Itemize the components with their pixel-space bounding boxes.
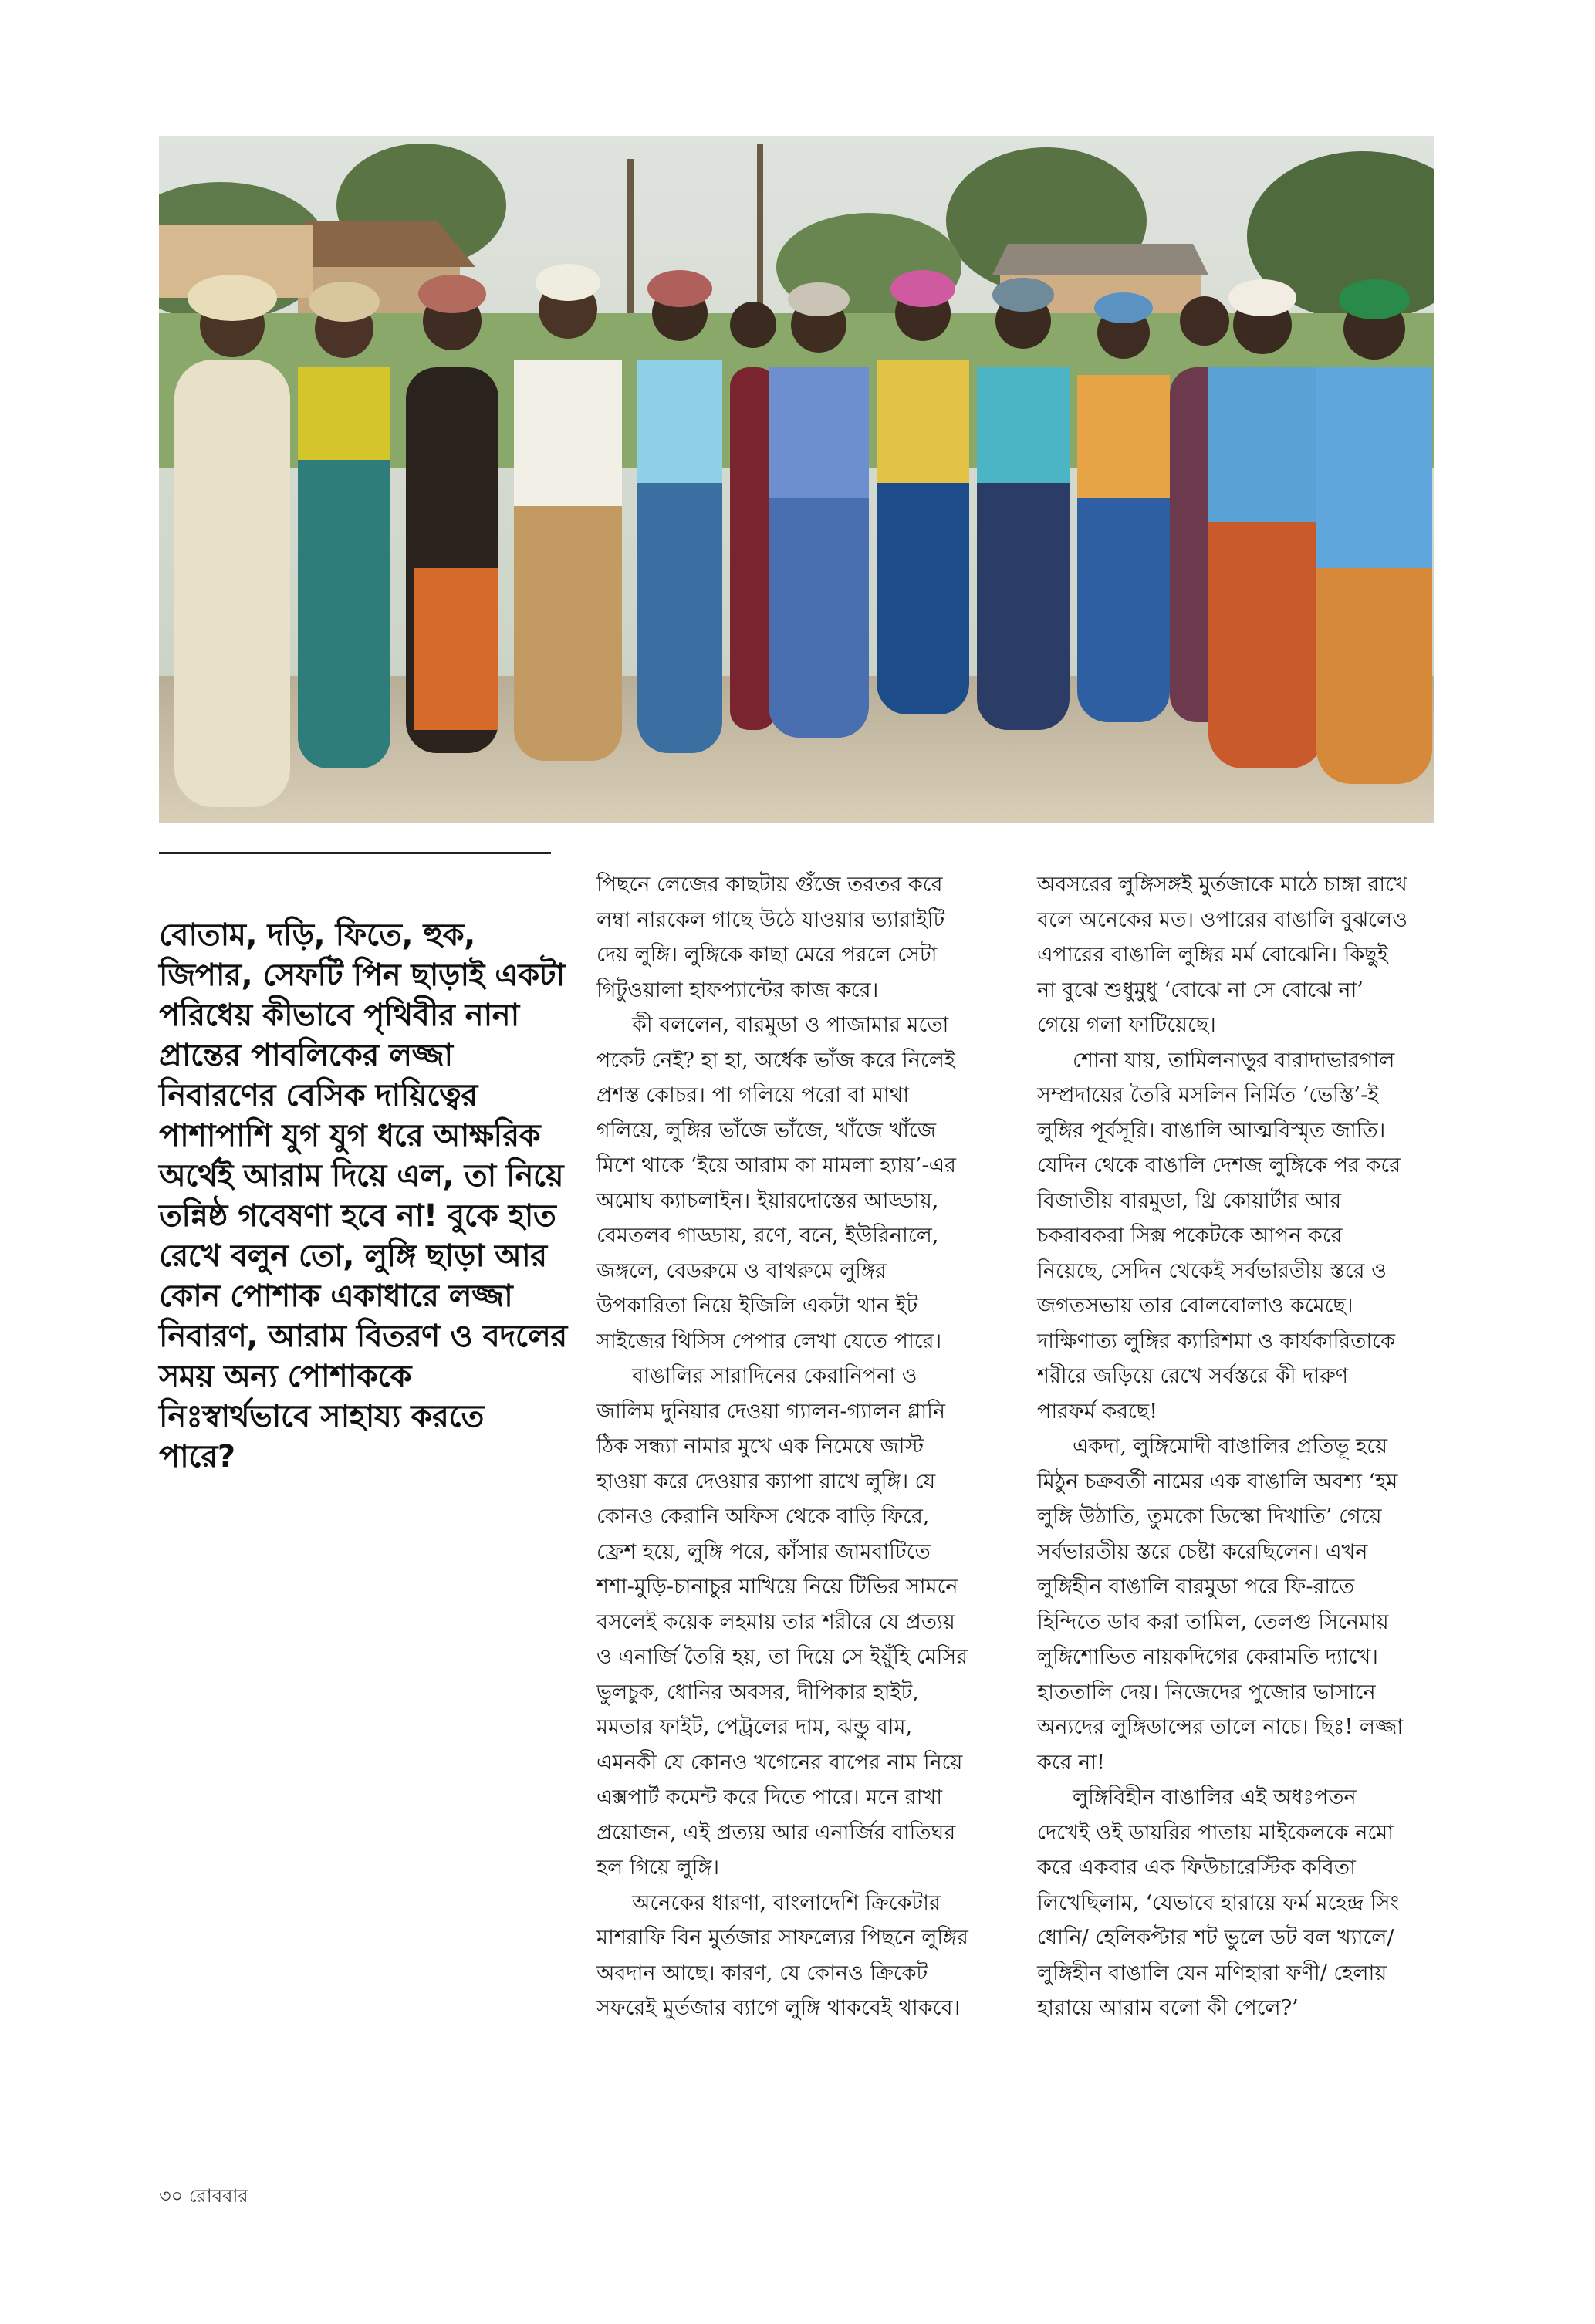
page-folio: ৩০ রোববার bbox=[159, 2185, 248, 2207]
paragraph: অনেকের ধারণা, বাংলাদেশি ক্রিকেটার মাশরাফি বিন মুর্তজার সাফল্যের পিছনে লুঙ্গির অবদান আছে। কারণ, যে কোনও ক্রিকেট সফরেই মুর্তজার ব্যাগে লুঙ্গি থাকবেই থাকবে। bbox=[596, 1890, 968, 2020]
paragraph: বাঙালির সারাদিনের কেরানিপনা ও জালিম দুনিয়ার দেওয়া গ্যালন-গ্যালন গ্লানি ঠিক সন্ধ্যা নামার মুখে এক নিমেষে জাস্ট হাওয়া করে দেওয়ার ক্যাপা রাখে লুঙ্গি। যে কোনও কেরানি অফিস থেকে বাড়ি ফিরে, ফ্রেশ হয়ে, লুঙ্গি পরে, কাঁসার জামবাটিতে শশা-মুড়ি-চানাচুর মাখিয়ে নিয়ে টিভির সামনে বসলেই কয়েক লহমায় তার শরীরে যে প্রত্যয় ও এনার্জি তৈরি হয়, তা দিয়ে সে ইয়ুঁহি মেসির ভুলচুক, ধোনির অবসর, দীপিকার হাইট, মমতার ফাইট, পেট্রলের দাম, ঝন্ডু বাম, এমনকী যে কোনও খগেনের বাপের নাম নিয়ে এক্সপার্ট কমেন্ট করে দিতে পারে। মনে রাখা প্রয়োজন, এই প্রত্যয় আর এনার্জির বাতিঘর হল গিয়ে লুঙ্গি। bbox=[596, 1364, 968, 1880]
paragraph: লুঙ্গিবিহীন বাঙালির এই অধঃপতন দেখেই ওই ডায়রির পাতায় মাইকেলকে নমো করে একবার এক ফিউচারেস্টিক কবিতা লিখেছিলাম, ‘যেভাবে হারায়ে ফর্ম মহেন্দ্র সিং ধোনি/ হেলিকপ্টার শট ভুলে ডট বল খ্যালে/ লুঙ্গিহীন বাঙালি যেন মণিহারা ফণী/ হেলায় হারায়ে আরাম বলো কী পেলে?’ bbox=[1037, 1785, 1400, 2020]
photo-illustration bbox=[159, 136, 1434, 823]
paragraph: কী বললেন, বারমুডা ও পাজামার মতো পকেট নেই? হা হা, অর্ধেক ভাঁজ করে নিলেই প্রশস্ত কোচর। পা গলিয়ে পরো বা মাথা গলিয়ে, লুঙ্গির ভাঁজে ভাঁজে, খাঁজে খাঁজে মিশে থাকে ‘ইয়ে আরাম কা মামলা হ্যায়’-এর অমোঘ ক্যাচলাইন। ইয়ারদোস্তের আড্ডায়, বেমতলব গাড্ডায়, রণে, বনে, ইউরিনালে, জঙ্গলে, বেডরুমে ও বাথরুমে লুঙ্গির উপকারিতা নিয়ে ইজিলি একটা থান ইট সাইজের থিসিস পেপার লেখা যেতে পারে। bbox=[596, 1013, 956, 1353]
pullquote-rule bbox=[159, 852, 551, 854]
paragraph: একদা, লুঙ্গিমোদী বাঙালির প্রতিভূ হয়ে মিঠুন চক্রবর্তী নামের এক বাঙালি অবশ্য ‘হম লুঙ্গি উঠাতি, তুমকো ডিস্কো দিখাতি’ গেয়ে সর্বভারতীয় স্তরে চেষ্টা করেছিলেন। এখন লুঙ্গিহীন বাঙালি বারমুডা পরে ফি-রাতে হিন্দিতে ডাব করা তামিল, তেলগু সিনেমায় লুঙ্গিশোভিত নায়কদিগের কেরামতি দ্যাখে। হাততালি দেয়। নিজেদের পুজোর ভাসানে অন্যদের লুঙ্গিডান্সের তালে নাচে। ছিঃ! লজ্জা করে না! bbox=[1037, 1434, 1404, 1775]
paragraph: অবসরের লুঙ্গিসঙ্গই মুর্তজাকে মাঠে চাঙ্গা রাখে বলে অনেকের মত। ওপারের বাঙালি বুঝলেও এপারের বাঙালি লুঙ্গির মর্ম বোঝেনি। কিছুই না বুঝে শুধুমুধু ‘বোঝে না সে বোঝে না’ গেয়ে গলা ফাটিয়েছে। bbox=[1037, 873, 1407, 1037]
pullquote: বোতাম, দড়ি, ফিতে, হুক, জিপার, সেফটি পিন ছাড়াই একটা পরিধেয় কীভাবে পৃথিবীর নানা প্রান্তের পাবলিকের লজ্জা নিবারণের বেসিক দায়িত্বের পাশাপাশি যুগ যুগ ধরে আক্ষরিক অর্থেই আরাম দিয়ে এল, তা নিয়ে তন্নিষ্ঠ গবেষণা হবে না! বুকে হাত রেখে বলুন তো, লুঙ্গি ছাড়া আর কোন পোশাক একাধারে লজ্জা নিবারণ, আরাম বিতরণ ও বদলের সময় অন্য পোশাককে নিঃস্বার্থভাবে সাহায্য করতে পারে? bbox=[159, 917, 567, 1474]
paragraph: শোনা যায়, তামিলনাড়ুর বারাদাভারগাল সম্প্রদায়ের তৈরি মসলিন নির্মিত ‘ভেস্তি’-ই লুঙ্গির পূর্বসূরি। বাঙালি আত্মবিস্মৃত জাতি। যেদিন থেকে বাঙালি দেশজ লুঙ্গিকে পর করে বিজাতীয় বারমুডা, থ্রি কোয়ার্টার আর চকরাবকরা সিক্স পকেটকে আপন করে নিয়েছে, সেদিন থেকেই সর্বভারতীয় স্তরে ও জগতসভায় তার বোলবোলাও কমেছে। দাক্ষিণাত্য লুঙ্গির ক্যারিশমা ও কার্যকারিতাকে শরীরে জড়িয়ে রেখে সর্বস্তরে কী দারুণ পারফর্ম করছে! bbox=[1037, 1048, 1401, 1424]
photo-group-of-women bbox=[159, 136, 1434, 823]
article-column-1 bbox=[596, 867, 972, 2026]
article-column-2 bbox=[1037, 867, 1412, 2026]
paragraph: পিছনে লেজের কাছটায় গুঁজে তরতর করে লম্বা নারকেল গাছে উঠে যাওয়ার ভ্যারাইটি দেয় লুঙ্গি। লুঙ্গিকে কাছা মেরে পরলে সেটা গিটুওয়ালা হাফপ্যান্টের কাজ করে। bbox=[596, 873, 945, 1002]
